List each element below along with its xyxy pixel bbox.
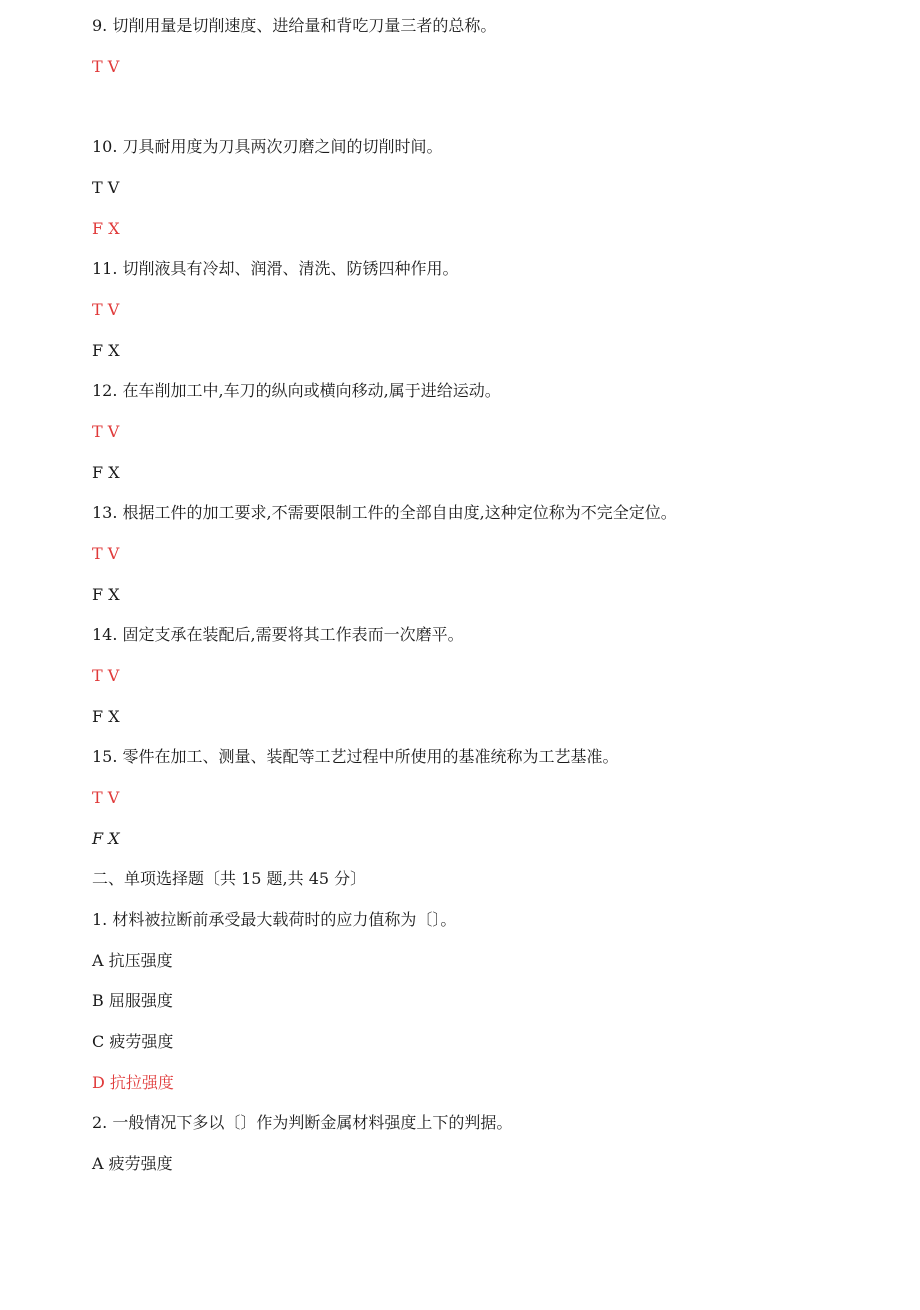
option-a: A 疲劳强度 (92, 1154, 173, 1173)
option-true: T V (92, 788, 120, 807)
option-true: T V (92, 422, 120, 441)
option-false: F X (92, 829, 120, 848)
section-heading: 二、单项选择题〔共 15 题,共 45 分〕 (92, 869, 367, 888)
option-true: T V (92, 178, 120, 197)
option-false: F X (92, 707, 120, 726)
option-d: D 抗拉强度 (92, 1073, 174, 1092)
line-q15: 15. 零件在加工、测量、装配等工艺过程中所使用的基准统称为工艺基准。 (92, 747, 619, 766)
option-true: T V (92, 300, 120, 319)
line-q12: 12. 在车削加工中,车刀的纵向或横向移动,属于进给运动。 (92, 381, 501, 400)
line-q13: 13. 根据工件的加工要求,不需要限制工件的全部自由度,这种定位称为不完全定位。 (92, 503, 677, 522)
option-true: T V (92, 544, 120, 563)
line-q9: 9. 切削用量是切削速度、进给量和背吃刀量三者的总称。 (92, 16, 497, 35)
line-q11: 11. 切削液具有冷却、润滑、清洗、防锈四种作用。 (92, 259, 459, 278)
option-false: F X (92, 219, 120, 238)
option-true: T V (92, 57, 120, 76)
option-false: F X (92, 585, 120, 604)
line-mc1: 1. 材料被拉断前承受最大载荷时的应力值称为〔〕。 (92, 910, 457, 929)
option-true: T V (92, 666, 120, 685)
option-a: A 抗压强度 (92, 951, 173, 970)
line-q10: 10. 刀具耐用度为刀具两次刃磨之间的切削时间。 (92, 137, 443, 156)
option-b: B 屈服强度 (92, 991, 173, 1010)
line-mc2: 2. 一般情况下多以〔〕作为判断金属材料强度上下的判据。 (92, 1113, 513, 1132)
option-false: F X (92, 463, 120, 482)
line-q14: 14. 固定支承在装配后,需要将其工作表而一次磨平。 (92, 625, 464, 644)
option-false: F X (92, 341, 120, 360)
option-c: C 疲劳强度 (92, 1032, 174, 1051)
